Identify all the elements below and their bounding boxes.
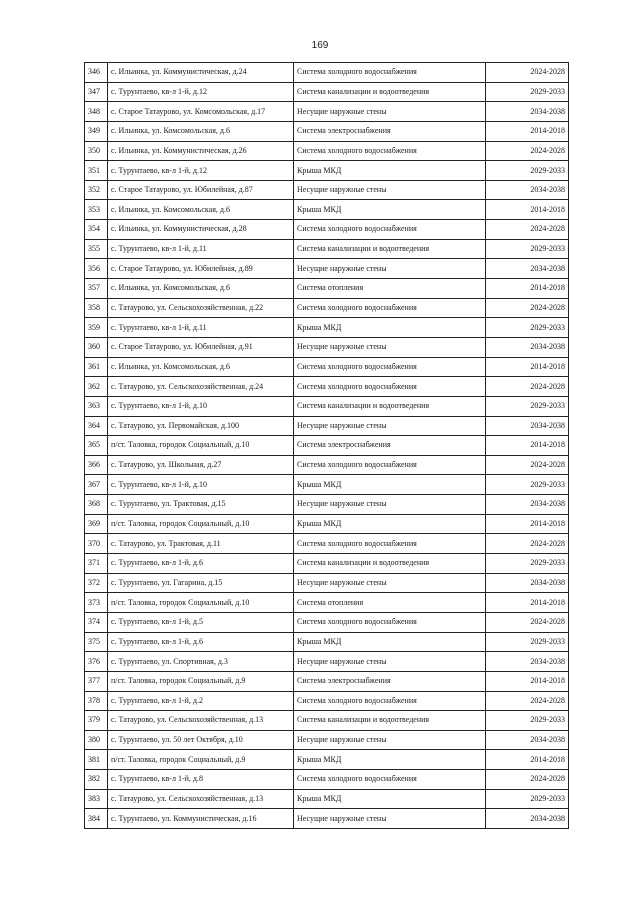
row-number: 374 (85, 612, 108, 632)
repair-period: 2029-2033 (486, 789, 569, 809)
repair-period: 2024-2028 (486, 377, 569, 397)
table-row (85, 121, 569, 141)
table-row (85, 357, 569, 377)
table-row (85, 612, 569, 632)
row-number: 378 (85, 691, 108, 711)
repair-period: 2029-2033 (486, 82, 569, 102)
repair-period: 2029-2033 (486, 711, 569, 731)
table-row (85, 200, 569, 220)
building-address: с. Турунтаево, кв-л 1-й, д.5 (108, 612, 294, 632)
row-number: 377 (85, 671, 108, 691)
row-number: 361 (85, 357, 108, 377)
building-address: с. Турунтаево, ул. Спортивная, д.3 (108, 652, 294, 672)
repair-period: 2014-2018 (486, 593, 569, 613)
row-number: 375 (85, 632, 108, 652)
repair-period: 2014-2018 (486, 279, 569, 299)
building-address: с. Старое Татаурово, ул. Юбилейная, д.87 (108, 180, 294, 200)
repair-period: 2024-2028 (486, 691, 569, 711)
building-system: Несущие наружные стены (294, 652, 486, 672)
page-number: 169 (311, 40, 329, 51)
building-address: с. Турунтаево, кв-л 1-й, д.10 (108, 475, 294, 495)
building-system: Несущие наружные стены (294, 102, 486, 122)
repair-period: 2014-2018 (486, 436, 569, 456)
row-number: 360 (85, 337, 108, 357)
building-address: с. Татаурово, ул. Сельскохозяйственная, д.13 (108, 789, 294, 809)
row-number: 353 (85, 200, 108, 220)
table-row (85, 102, 569, 122)
building-system: Несущие наружные стены (294, 730, 486, 750)
table-row (85, 337, 569, 357)
row-number: 364 (85, 416, 108, 436)
building-system: Несущие наружные стены (294, 180, 486, 200)
repair-period: 2014-2018 (486, 514, 569, 534)
building-system: Система холодного водоснабжения (294, 63, 486, 83)
row-number: 356 (85, 259, 108, 279)
repair-period: 2024-2028 (486, 63, 569, 83)
building-system: Система холодного водоснабжения (294, 377, 486, 397)
building-system: Система электроснабжения (294, 671, 486, 691)
building-address: с. Ильинка, ул. Комсомольская, д.6 (108, 357, 294, 377)
repair-period: 2014-2018 (486, 357, 569, 377)
row-number: 366 (85, 455, 108, 475)
repair-period: 2024-2028 (486, 770, 569, 790)
table-row (85, 377, 569, 397)
row-number: 384 (85, 809, 108, 829)
building-address: с. Турунтаево, кв-л 1-й, д.2 (108, 691, 294, 711)
repair-period: 2024-2028 (486, 455, 569, 475)
building-address: с. Татаурово, ул. Сельскохозяйственная, д.13 (108, 711, 294, 731)
row-number: 372 (85, 573, 108, 593)
row-number: 359 (85, 318, 108, 338)
repair-period: 2024-2028 (486, 141, 569, 161)
repair-period: 2029-2033 (486, 161, 569, 181)
repair-period: 2029-2033 (486, 554, 569, 574)
table-row (85, 632, 569, 652)
building-system: Несущие наружные стены (294, 573, 486, 593)
table-row (85, 63, 569, 83)
table-row (85, 141, 569, 161)
repair-period: 2034-2038 (486, 259, 569, 279)
building-system: Система канализации и водоотведения (294, 554, 486, 574)
building-system: Крыша МКД (294, 514, 486, 534)
building-address: п/ст. Таловка, городок Социальный, д.9 (108, 671, 294, 691)
building-system: Система холодного водоснабжения (294, 455, 486, 475)
building-address: с. Турунтаево, кв-л 1-й, д.11 (108, 318, 294, 338)
building-system: Система электроснабжения (294, 436, 486, 456)
building-address: с. Турунтаево, кв-л 1-й, д.8 (108, 770, 294, 790)
repair-period: 2014-2018 (486, 200, 569, 220)
table-row (85, 220, 569, 240)
building-address: с. Турунтаево, кв-л 1-й, д.12 (108, 161, 294, 181)
building-address: с. Ильинка, ул. Коммунистическая, д.26 (108, 141, 294, 161)
repair-period: 2024-2028 (486, 534, 569, 554)
row-number: 346 (85, 63, 108, 83)
repair-period: 2029-2033 (486, 318, 569, 338)
row-number: 370 (85, 534, 108, 554)
building-system: Несущие наружные стены (294, 259, 486, 279)
building-system: Система холодного водоснабжения (294, 298, 486, 318)
building-system: Крыша МКД (294, 632, 486, 652)
table-row (85, 495, 569, 515)
building-system: Система холодного водоснабжения (294, 357, 486, 377)
table-row (85, 416, 569, 436)
building-system: Система холодного водоснабжения (294, 770, 486, 790)
row-number: 351 (85, 161, 108, 181)
repair-period: 2014-2018 (486, 750, 569, 770)
table-row (85, 691, 569, 711)
row-number: 362 (85, 377, 108, 397)
table-row (85, 298, 569, 318)
building-system: Крыша МКД (294, 750, 486, 770)
repair-period: 2034-2038 (486, 337, 569, 357)
building-address: с. Ильинка, ул. Комсомольская, д.6 (108, 200, 294, 220)
table-row (85, 593, 569, 613)
building-address: с. Старое Татаурово, ул. Юбилейная, д.89 (108, 259, 294, 279)
row-number: 382 (85, 770, 108, 790)
repair-period: 2014-2018 (486, 671, 569, 691)
row-number: 358 (85, 298, 108, 318)
table-row (85, 534, 569, 554)
row-number: 369 (85, 514, 108, 534)
building-address: с. Татаурово, ул. Первомайская, д.100 (108, 416, 294, 436)
table-row (85, 652, 569, 672)
building-system: Крыша МКД (294, 200, 486, 220)
building-system: Система холодного водоснабжения (294, 220, 486, 240)
row-number: 381 (85, 750, 108, 770)
row-number: 352 (85, 180, 108, 200)
building-system: Система холодного водоснабжения (294, 612, 486, 632)
building-address: с. Татаурово, ул. Сельскохозяйственная, д.24 (108, 377, 294, 397)
table-body (85, 63, 569, 829)
row-number: 348 (85, 102, 108, 122)
row-number: 367 (85, 475, 108, 495)
table-row (85, 259, 569, 279)
repair-period: 2034-2038 (486, 416, 569, 436)
building-address: с. Турунтаево, ул. Трактовая, д.15 (108, 495, 294, 515)
row-number: 365 (85, 436, 108, 456)
table-row (85, 318, 569, 338)
repair-period: 2024-2028 (486, 220, 569, 240)
repair-period: 2034-2038 (486, 809, 569, 829)
building-system: Система отопления (294, 593, 486, 613)
building-system: Несущие наружные стены (294, 416, 486, 436)
building-address: п/ст. Таловка, городок Социальный, д.10 (108, 514, 294, 534)
building-system: Несущие наружные стены (294, 337, 486, 357)
table-row (85, 475, 569, 495)
building-system: Система канализации и водоотведения (294, 239, 486, 259)
row-number: 373 (85, 593, 108, 613)
building-system: Система канализации и водоотведения (294, 82, 486, 102)
building-system: Крыша МКД (294, 789, 486, 809)
repair-period: 2029-2033 (486, 475, 569, 495)
row-number: 379 (85, 711, 108, 731)
row-number: 383 (85, 789, 108, 809)
table-row (85, 770, 569, 790)
row-number: 363 (85, 396, 108, 416)
row-number: 357 (85, 279, 108, 299)
building-address: с. Турунтаево, кв-л 1-й, д.12 (108, 82, 294, 102)
row-number: 354 (85, 220, 108, 240)
building-address: с. Турунтаево, кв-л 1-й, д.10 (108, 396, 294, 416)
table-row (85, 573, 569, 593)
repair-period: 2014-2018 (486, 121, 569, 141)
repair-period: 2024-2028 (486, 612, 569, 632)
repair-period: 2034-2038 (486, 730, 569, 750)
building-address: с. Турунтаево, кв-л 1-й, д.11 (108, 239, 294, 259)
building-address: с. Турунтаево, ул. Гагарина, д.15 (108, 573, 294, 593)
building-system: Система канализации и водоотведения (294, 711, 486, 731)
building-system: Система холодного водоснабжения (294, 141, 486, 161)
table-row (85, 750, 569, 770)
table-row (85, 554, 569, 574)
table-row (85, 180, 569, 200)
table-row (85, 455, 569, 475)
repair-period: 2029-2033 (486, 632, 569, 652)
building-system: Крыша МКД (294, 318, 486, 338)
repair-period: 2034-2038 (486, 180, 569, 200)
table-row (85, 711, 569, 731)
building-address: с. Татаурово, ул. Школьная, д.27 (108, 455, 294, 475)
row-number: 355 (85, 239, 108, 259)
row-number: 376 (85, 652, 108, 672)
building-system: Система канализации и водоотведения (294, 396, 486, 416)
table-row (85, 809, 569, 829)
table-row (85, 514, 569, 534)
table-row (85, 436, 569, 456)
building-address: с. Турунтаево, кв-л 1-й, д.6 (108, 632, 294, 652)
building-address: с. Старое Татаурово, ул. Юбилейная, д.91 (108, 337, 294, 357)
building-address: с. Турунтаево, ул. Коммунистическая, д.16 (108, 809, 294, 829)
repair-period: 2029-2033 (486, 239, 569, 259)
building-system: Система электроснабжения (294, 121, 486, 141)
building-address: с. Татаурово, ул. Трактовая, д.11 (108, 534, 294, 554)
building-address: п/ст. Таловка, городок Социальный, д.10 (108, 436, 294, 456)
building-address: с. Турунтаево, кв-л 1-й, д.6 (108, 554, 294, 574)
building-system: Несущие наружные стены (294, 809, 486, 829)
table-row (85, 279, 569, 299)
table-row (85, 161, 569, 181)
repair-period: 2034-2038 (486, 495, 569, 515)
row-number: 368 (85, 495, 108, 515)
building-address: с. Ильинка, ул. Коммунистическая, д.24 (108, 63, 294, 83)
table-row (85, 396, 569, 416)
table-row (85, 789, 569, 809)
row-number: 371 (85, 554, 108, 574)
repair-period: 2034-2038 (486, 573, 569, 593)
building-system: Несущие наружные стены (294, 495, 486, 515)
building-address: с. Ильинка, ул. Комсомольская, д.6 (108, 121, 294, 141)
table-row (85, 671, 569, 691)
repair-period: 2024-2028 (486, 298, 569, 318)
building-system: Система холодного водоснабжения (294, 691, 486, 711)
table-row (85, 239, 569, 259)
table-row (85, 82, 569, 102)
repair-period: 2034-2038 (486, 102, 569, 122)
building-system: Крыша МКД (294, 161, 486, 181)
building-system: Система холодного водоснабжения (294, 534, 486, 554)
building-address: с. Ильинка, ул. Комсомольская, д.6 (108, 279, 294, 299)
row-number: 380 (85, 730, 108, 750)
row-number: 350 (85, 141, 108, 161)
building-address: с. Турунтаево, ул. 50 лет Октября, д.10 (108, 730, 294, 750)
row-number: 349 (85, 121, 108, 141)
building-address: с. Старое Татаурово, ул. Комсомольская, д.17 (108, 102, 294, 122)
building-address: п/ст. Таловка, городок Социальный, д.9 (108, 750, 294, 770)
repair-period: 2034-2038 (486, 652, 569, 672)
building-system: Крыша МКД (294, 475, 486, 495)
building-address: п/ст. Таловка, городок Социальный, д.10 (108, 593, 294, 613)
row-number: 347 (85, 82, 108, 102)
repair-period: 2029-2033 (486, 396, 569, 416)
building-address: с. Татаурово, ул. Сельскохозяйственная, д.22 (108, 298, 294, 318)
table-row (85, 730, 569, 750)
repair-schedule-table (84, 62, 569, 829)
building-system: Система отопления (294, 279, 486, 299)
building-address: с. Ильинка, ул. Коммунистическая, д.28 (108, 220, 294, 240)
